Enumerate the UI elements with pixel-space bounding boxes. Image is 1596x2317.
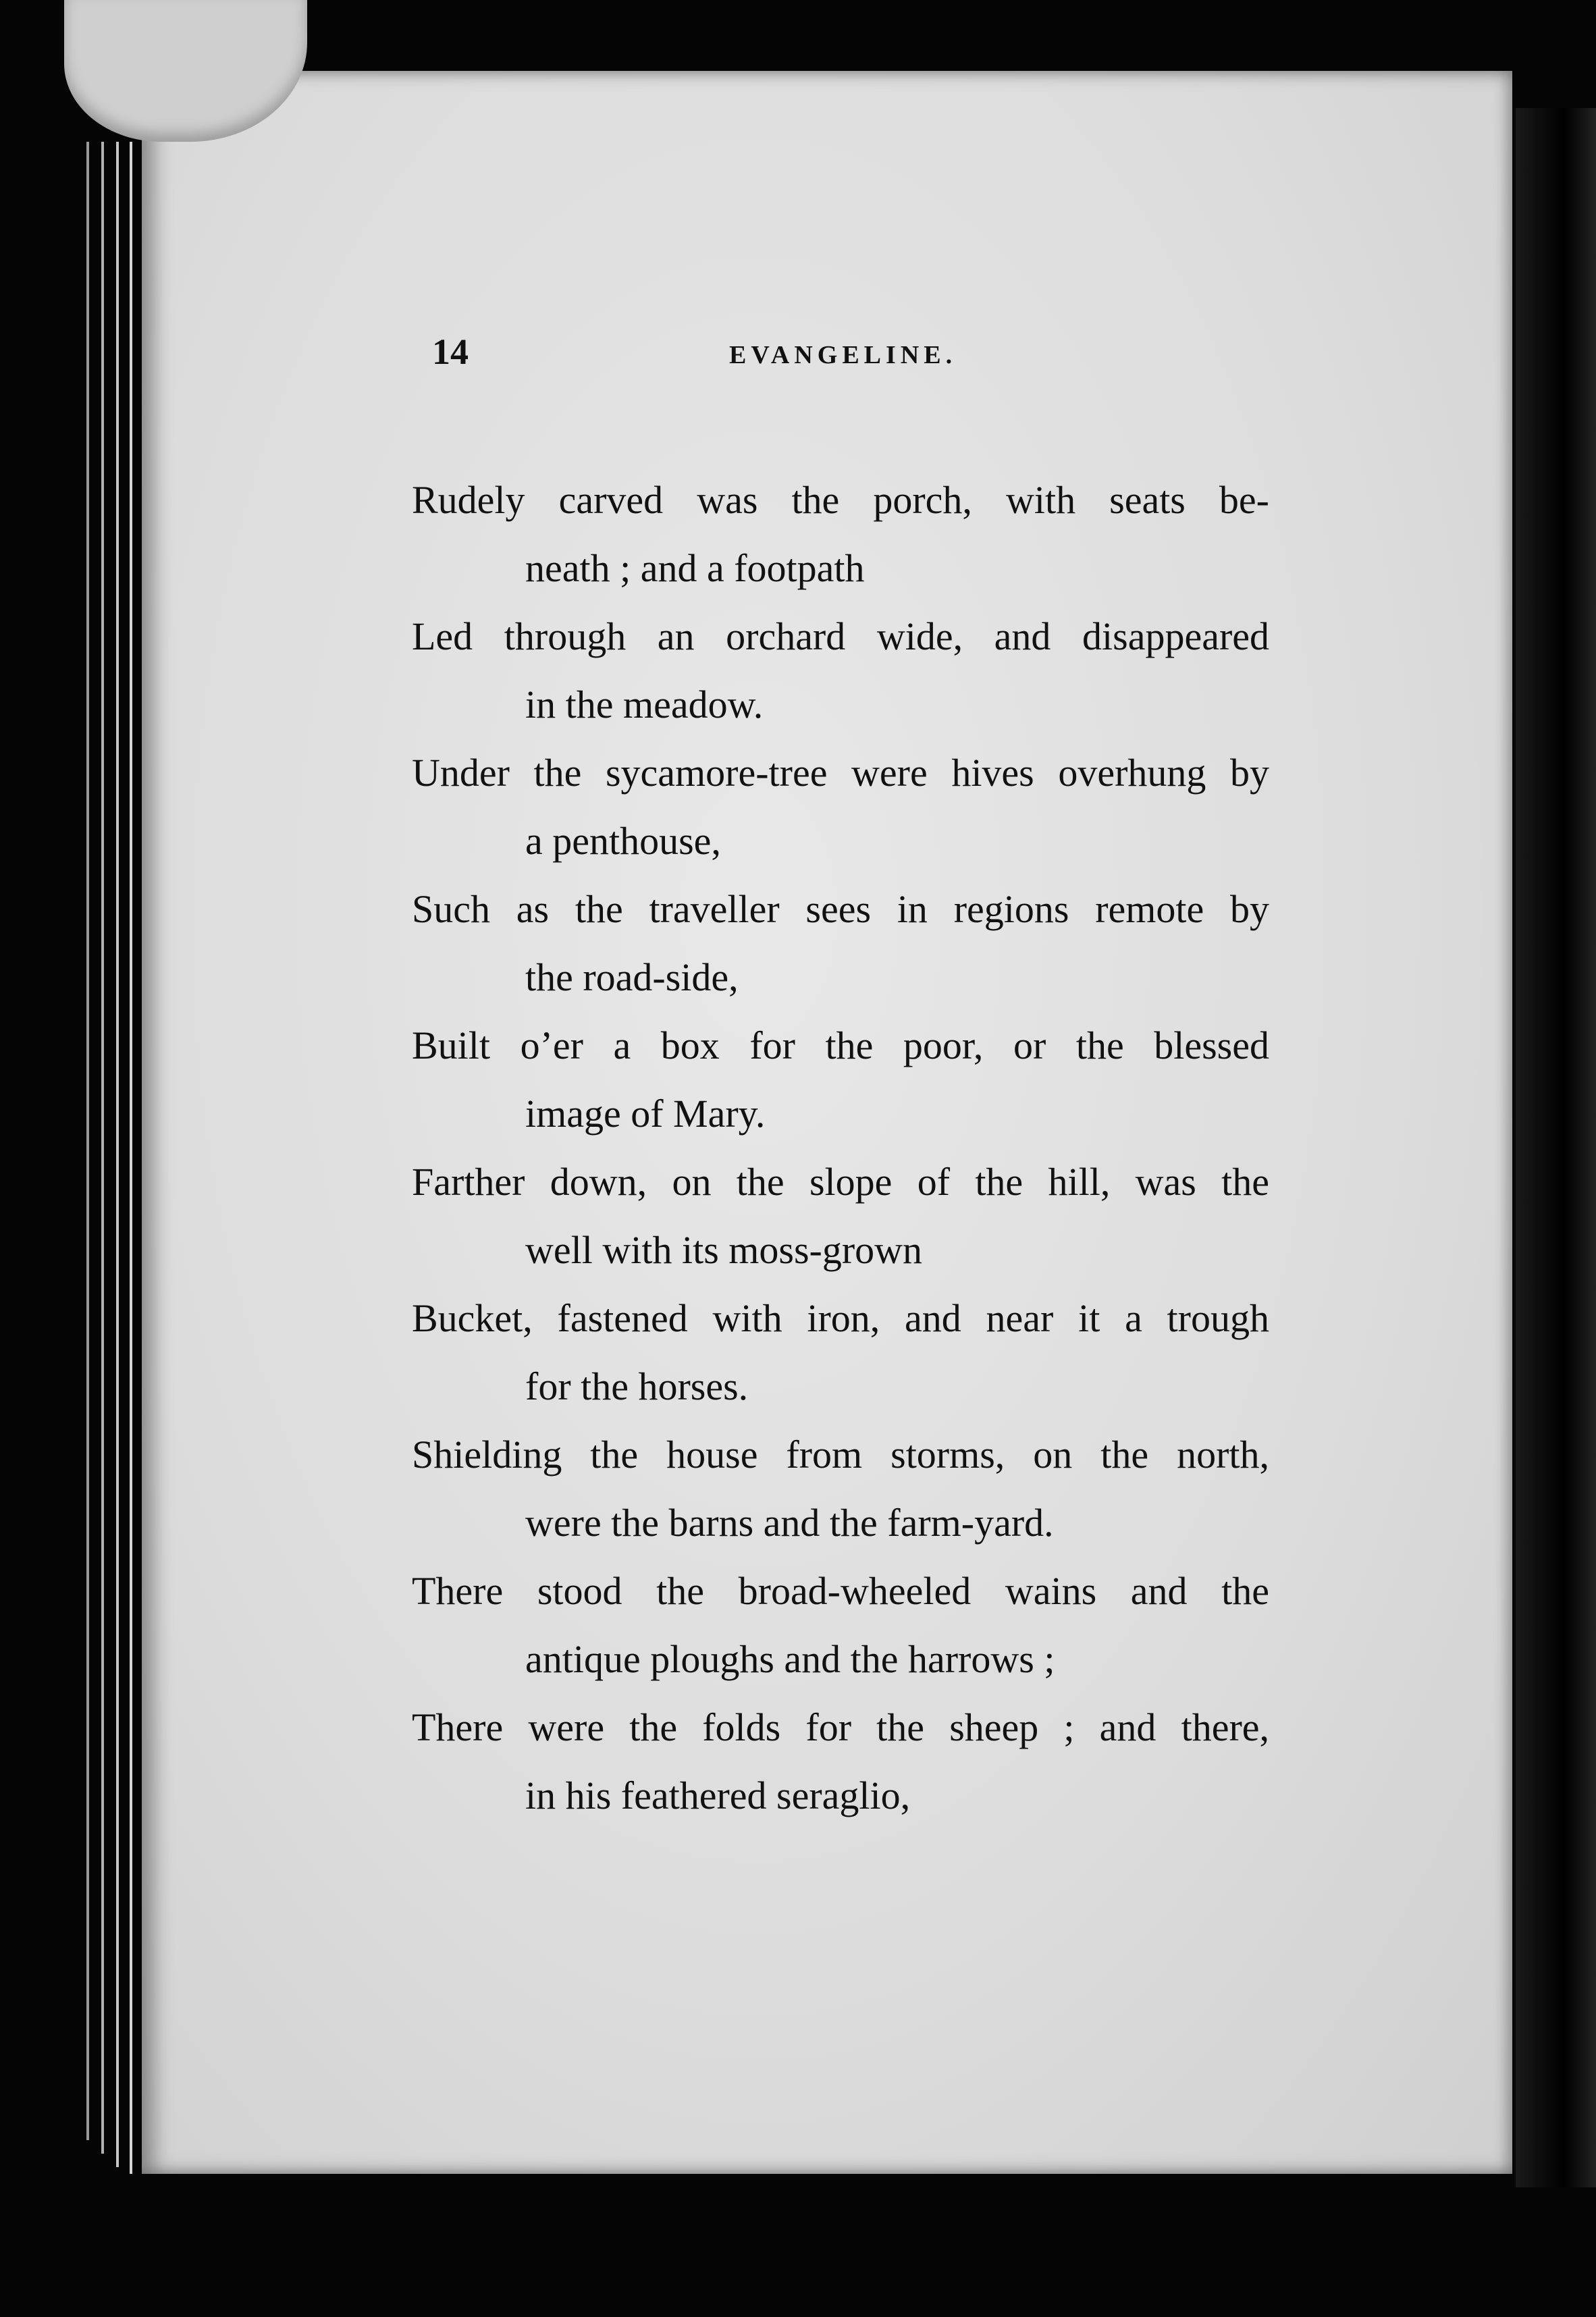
verse-line: [412, 1557, 1283, 1693]
verse-line-continuation: well with its moss-grown: [525, 1228, 923, 1272]
poem-text: [412, 466, 1283, 1830]
verse-line-continuation: neath ; and a footpath: [525, 546, 865, 590]
verse-line-first: Bucket, fastened with iron, and near it a trough: [412, 1296, 1269, 1340]
verse-line: [412, 1420, 1283, 1557]
verse-line-first: Built o’er a box for the poor, or the blessed: [412, 1023, 1269, 1067]
verse-line-first: There stood the broad-wheeled wains and the: [412, 1569, 1269, 1613]
verse-line: [412, 1148, 1283, 1284]
verse-line-first: There were the folds for the sheep ; and there,: [412, 1705, 1269, 1749]
verse-line: [412, 1693, 1283, 1830]
verse-line: [412, 875, 1283, 1011]
verse-line-first: Under the sycamore-tree were hives overhung by: [412, 751, 1269, 795]
verse-line-continuation: for the horses.: [525, 1364, 749, 1408]
verse-line-continuation: a penthouse,: [525, 819, 721, 863]
verse-line: [412, 466, 1283, 602]
verse-line-continuation: image of Mary.: [525, 1092, 766, 1136]
verse-line: [412, 1284, 1283, 1420]
verse-line-continuation: in his feathered seraglio,: [525, 1774, 911, 1817]
verse-line-first: Led through an orchard wide, and disappeared: [412, 614, 1269, 658]
verse-line-continuation: the road-side,: [525, 955, 739, 999]
verse-line-continuation: were the barns and the farm-yard.: [525, 1501, 1054, 1545]
verse-line-continuation: antique ploughs and the harrows ;: [525, 1637, 1055, 1681]
verse-line: [412, 602, 1283, 739]
verse-line-first: Shielding the house from storms, on the north,: [412, 1433, 1269, 1476]
page-edge: [130, 142, 132, 2174]
page-header: [432, 331, 1283, 385]
page-edge: [86, 142, 89, 2140]
verse-line-first: Such as the traveller sees in regions remote by: [412, 887, 1269, 931]
verse-line: [412, 1011, 1283, 1148]
page-number: 14: [432, 331, 469, 372]
running-head: EVANGELINE.: [729, 341, 957, 369]
verse-line-continuation: in the meadow.: [525, 683, 764, 726]
verse-line-first: Rudely carved was the porch, with seats be-: [412, 478, 1269, 522]
page-edge: [116, 142, 119, 2167]
book-spine-edge: [1516, 108, 1596, 2187]
verse-line-first: Farther down, on the slope of the hill, was the: [412, 1160, 1269, 1204]
verse-line: [412, 739, 1283, 875]
page-edge: [101, 142, 104, 2154]
